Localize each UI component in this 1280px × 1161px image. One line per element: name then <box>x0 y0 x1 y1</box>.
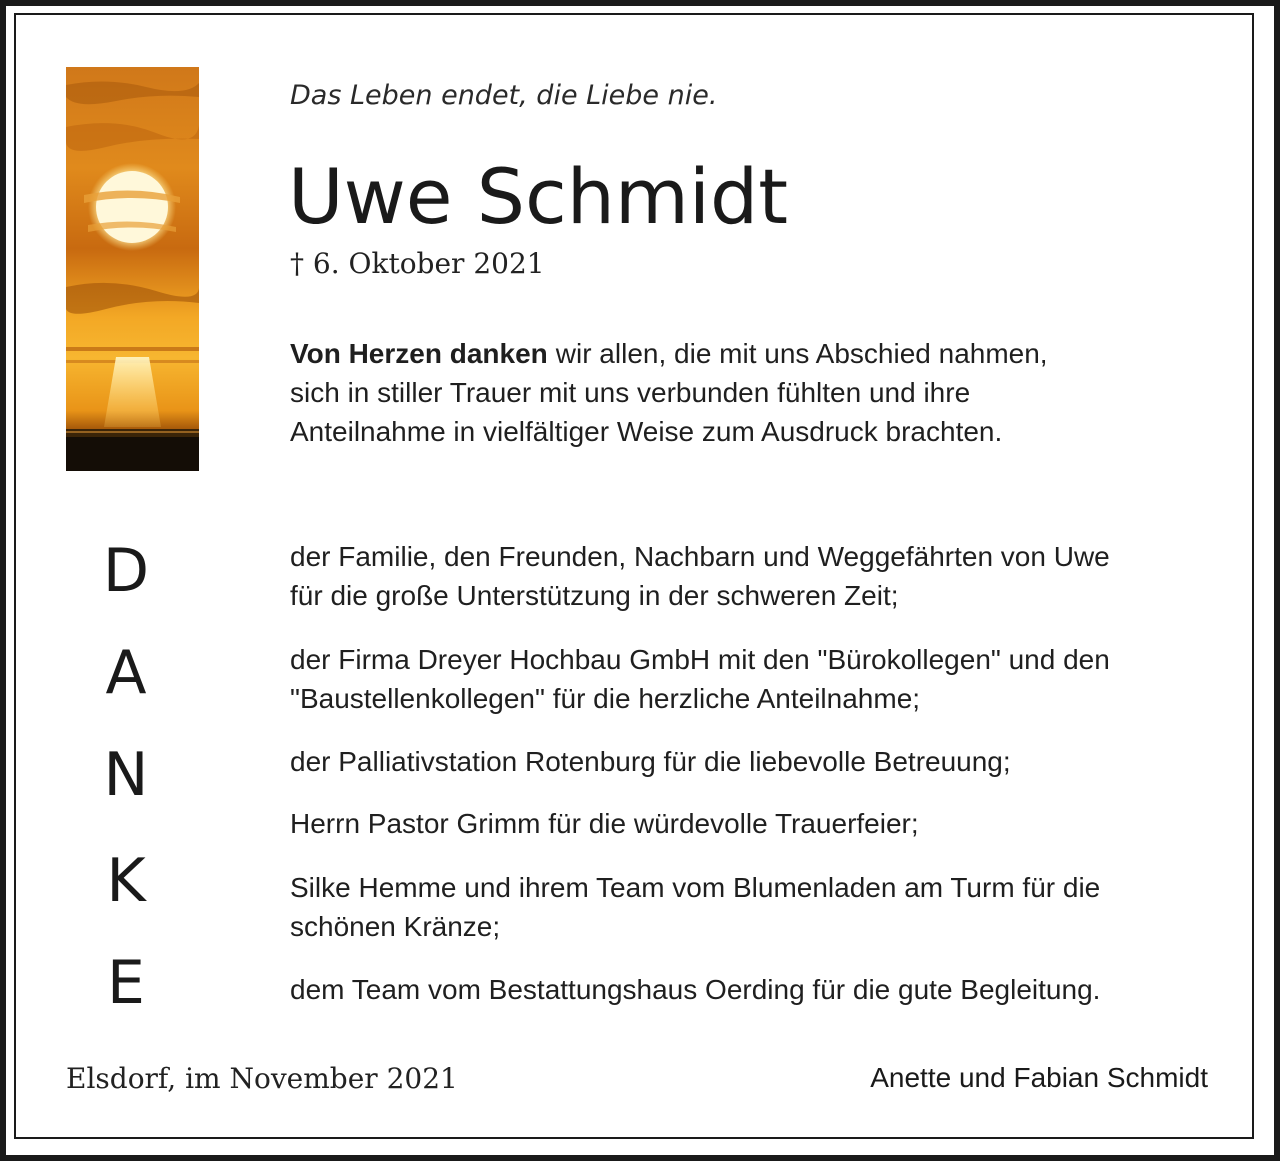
thanks-entry-line: der Palliativstation Rotenburg für die liebevolle Betreuung; <box>290 746 1011 777</box>
thanks-entry-line: Herrn Pastor Grimm für die würdevolle Trauerfeier; <box>290 808 919 839</box>
thanks-entry-line: der Familie, den Freunden, Nachbarn und Weggefährten von Uwe <box>290 541 1110 572</box>
deceased-name: Uwe Schmidt <box>288 152 789 241</box>
thanks-entry-line: schönen Kränze; <box>290 911 501 942</box>
thanks-entry-line: für die große Unterstützung in der schweren Zeit; <box>290 580 899 611</box>
thanks-intro <box>290 334 1230 451</box>
thanks-entry <box>290 742 1230 781</box>
danke-letter-e: E <box>107 948 145 1018</box>
thanks-entry-line: "Baustellenkollegen" für die herzliche Anteilnahme; <box>290 683 921 714</box>
thanks-entry-line: dem Team vom Bestattungshaus Oerding für die gute Begleitung. <box>290 974 1101 1005</box>
sunset-image <box>66 67 199 471</box>
thanks-intro-line-1 <box>290 334 1230 373</box>
place-and-date: Elsdorf, im November 2021 <box>66 1062 458 1095</box>
thanks-entry <box>290 970 1230 1009</box>
thanks-entry-line: der Firma Dreyer Hochbau GmbH mit den "Bürokollegen" und den <box>290 644 1110 675</box>
thanks-intro-line-3: Anteilnahme in vielfältiger Weise zum Ausdruck brachten. <box>290 416 1003 447</box>
thanks-entry <box>290 868 1230 946</box>
thanks-entry <box>290 640 1230 718</box>
danke-letter-k: K <box>106 846 146 916</box>
thanks-intro-line-2: sich in stiller Trauer mit uns verbunden fühlten und ihre <box>290 377 971 408</box>
motto: Das Leben endet, die Liebe nie. <box>290 80 718 111</box>
thanks-entry <box>290 804 1230 843</box>
danke-letter-a: A <box>105 638 147 708</box>
thanks-lead: Von Herzen danken <box>290 338 548 369</box>
death-date: † 6. Oktober 2021 <box>290 247 545 280</box>
thanks-entry <box>290 537 1230 615</box>
thanks-rest: wir allen, die mit uns Abschied nahmen, <box>555 338 1048 369</box>
signatories: Anette und Fabian Schmidt <box>870 1062 1208 1093</box>
danke-letter-d: D <box>102 536 150 606</box>
danke-letter-n: N <box>103 740 149 810</box>
thanks-entry-line: Silke Hemme und ihrem Team vom Blumenladen am Turm für die <box>290 872 1101 903</box>
